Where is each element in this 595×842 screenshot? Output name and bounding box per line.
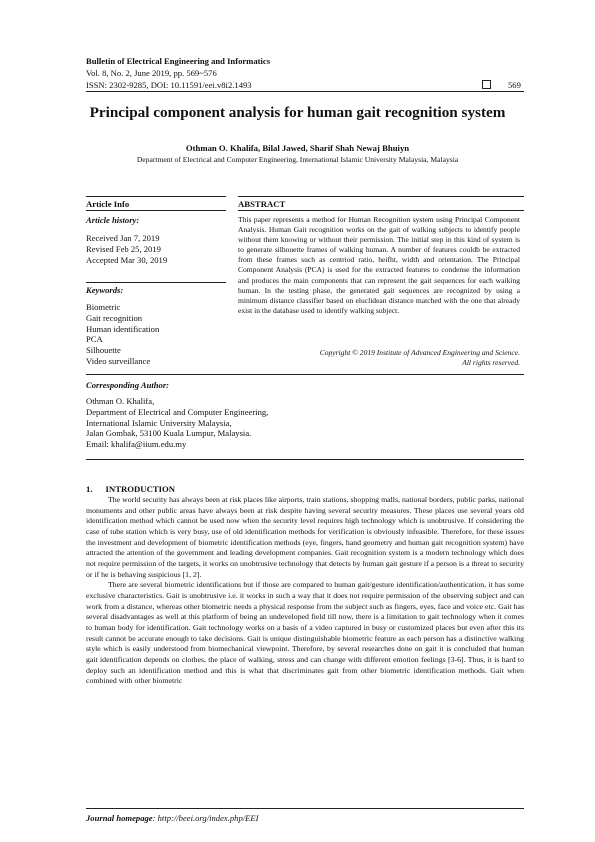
author-name: Othman O. Khalifa, (86, 396, 155, 406)
square-icon (482, 80, 491, 89)
copyright-line: Copyright © 2019 Institute of Advanced Engineering and Science. (319, 348, 520, 357)
author-list: Othman O. Khalifa, Bilal Jawed, Sharif Shah Newaj Bhuiyn (185, 143, 410, 153)
journal-name: Bulletin of Electrical Engineering and Informatics (86, 56, 271, 66)
copyright (238, 348, 520, 368)
paragraph: The world security has always been at risk places like airports, train stations, shopping malls, national borders, public parks, national monuments and other public areas have always been at risk despite having several security measures. These places use several years old identification method which cannot be used now when the security level requires high technology which is unobtrusive. If considering the case of tube station which is very busy, use of old identification methods for verification is obviously infeasible. Therefore, for these issues the investment and development of biometric identification methods (eye, fingers, hand geometry and human gait recognition system) have attracted the attention of the government and leading development companies. Gait recognition system is a modern technology which does not require permission of the targets, it works on unobtrusive technology that detects by human gait gesture if a person is a threat to security or if he is behaving suspicious [1, 2]. (86, 495, 524, 579)
frame-bottom-rule (86, 374, 524, 375)
section-heading: 1. INTRODUCTION (86, 484, 176, 494)
history-received: Received Jan 7, 2019 (86, 233, 160, 243)
history-accepted: Accepted Mar 30, 2019 (86, 254, 168, 265)
copyright-line: All rights reserved. (462, 358, 520, 368)
keyword-item: Biometric (86, 302, 121, 312)
corresponding-label: Corresponding Author: (86, 380, 170, 390)
keyword-item: PCA (86, 334, 103, 345)
intro-body (86, 495, 524, 687)
info-heading-rule (86, 210, 226, 211)
keywords-label: Keywords: (86, 285, 124, 295)
abstract-heading: ABSTRACT (238, 199, 286, 209)
keyword-item: Silhouette (86, 345, 121, 356)
paper-title: Principal component analysis for human gait recognition system (89, 104, 506, 121)
abstract-text: This paper represents a method for Human Recognition system using Principal Component Analysis. Human Gait recognition works on the gait of walking subjects to identify people without them knowing or without their permission. The initial step in this kind of system is to generate silhouette frames of walking human. A number of features couldb be extracted from these frames such as centriod ratio, heifht, width and orientation. The Principal Component Analysis (PCA) is used for the extracted features to condense the information and produces the main components that can represent the gait sequences for each waiking human. In the testing phase, the generated gait sequences are recognized by using a minimum distance classifier based on eluclidean distance matched with the one that already exist in the database used to identify walking subject. (238, 215, 520, 315)
volume-info: Vol. 8, No. 2, June 2019, pp. 569~576 (86, 68, 217, 78)
abstract-heading-rule (238, 210, 524, 211)
keywords-list (86, 302, 226, 367)
page-number: 569 (508, 80, 521, 90)
corresponding-author (86, 396, 486, 450)
author-department: Department of Electrical and Computer Engineering, (86, 406, 269, 417)
history-rule (86, 282, 226, 283)
keyword-item: Gait recognition (86, 312, 143, 323)
article-history (86, 233, 226, 265)
abstract-top-rule (238, 196, 524, 197)
keyword-item: Video surveillance (86, 355, 151, 366)
footer-rule (86, 808, 524, 809)
author-university: International Islamic University Malaysia, (86, 417, 232, 428)
issn-doi: ISSN: 2302-9285, DOI: 10.11591/eei.v8i2.1493 (86, 80, 252, 90)
homepage-url[interactable]: : http://beei.org/index.php/EEI (152, 813, 259, 823)
author-address: Jalan Gombak, 53100 Kuala Lumpur, Malaysia. (86, 428, 252, 439)
header-divider (86, 91, 524, 92)
corresponding-rule (86, 459, 524, 460)
article-history-label: Article history: (86, 215, 140, 225)
affiliation: Department of Electrical and Computer Engineering, International Islamic University Malaysia, Malaysia (136, 155, 459, 164)
keyword-item: Human identification (86, 323, 160, 334)
journal-homepage (86, 813, 259, 823)
author-email: Email: khalifa@iium.edu.my (86, 439, 187, 450)
history-revised: Revised Feb 25, 2019 (86, 243, 161, 254)
article-info-heading: Article Info (86, 199, 130, 209)
paragraph: There are several biometric identifications but if those are compared to human gait/gesture identification/authentication, it has some exclusive characteristics. Gait is unobtrusive i.e. it works in such a way that it does not require permission of the observing subject and can work from a distance, whereas other biometric needs a physical response from the subject such as fingers, eyes, face and voice etc. Gait has several disadvantages as well at this platform of being an undeveloped field till now, there is a limitation to gait technology when it comes to human body for identification. Gait technology works on a basis of a video captured in busy or customized places but even after this its result cannot be accurate enough to take decisions. Gait is unique distinguishable biometric feature as each person has a distinctive walking style which is easily understood from biomechanical viewpoint. Therefore, by several researches done on gait it is concluded that human gait identification depends on clothes, the place of walking, stress and can change with different emotion feelings [3-6]. Thus, it is hard to deploy such an identification method and this is what that discriminates gait from other biometric identification methods. Gait when combined with other biometric (86, 580, 524, 686)
homepage-label: Journal homepage (86, 813, 153, 823)
info-top-rule (86, 196, 226, 197)
